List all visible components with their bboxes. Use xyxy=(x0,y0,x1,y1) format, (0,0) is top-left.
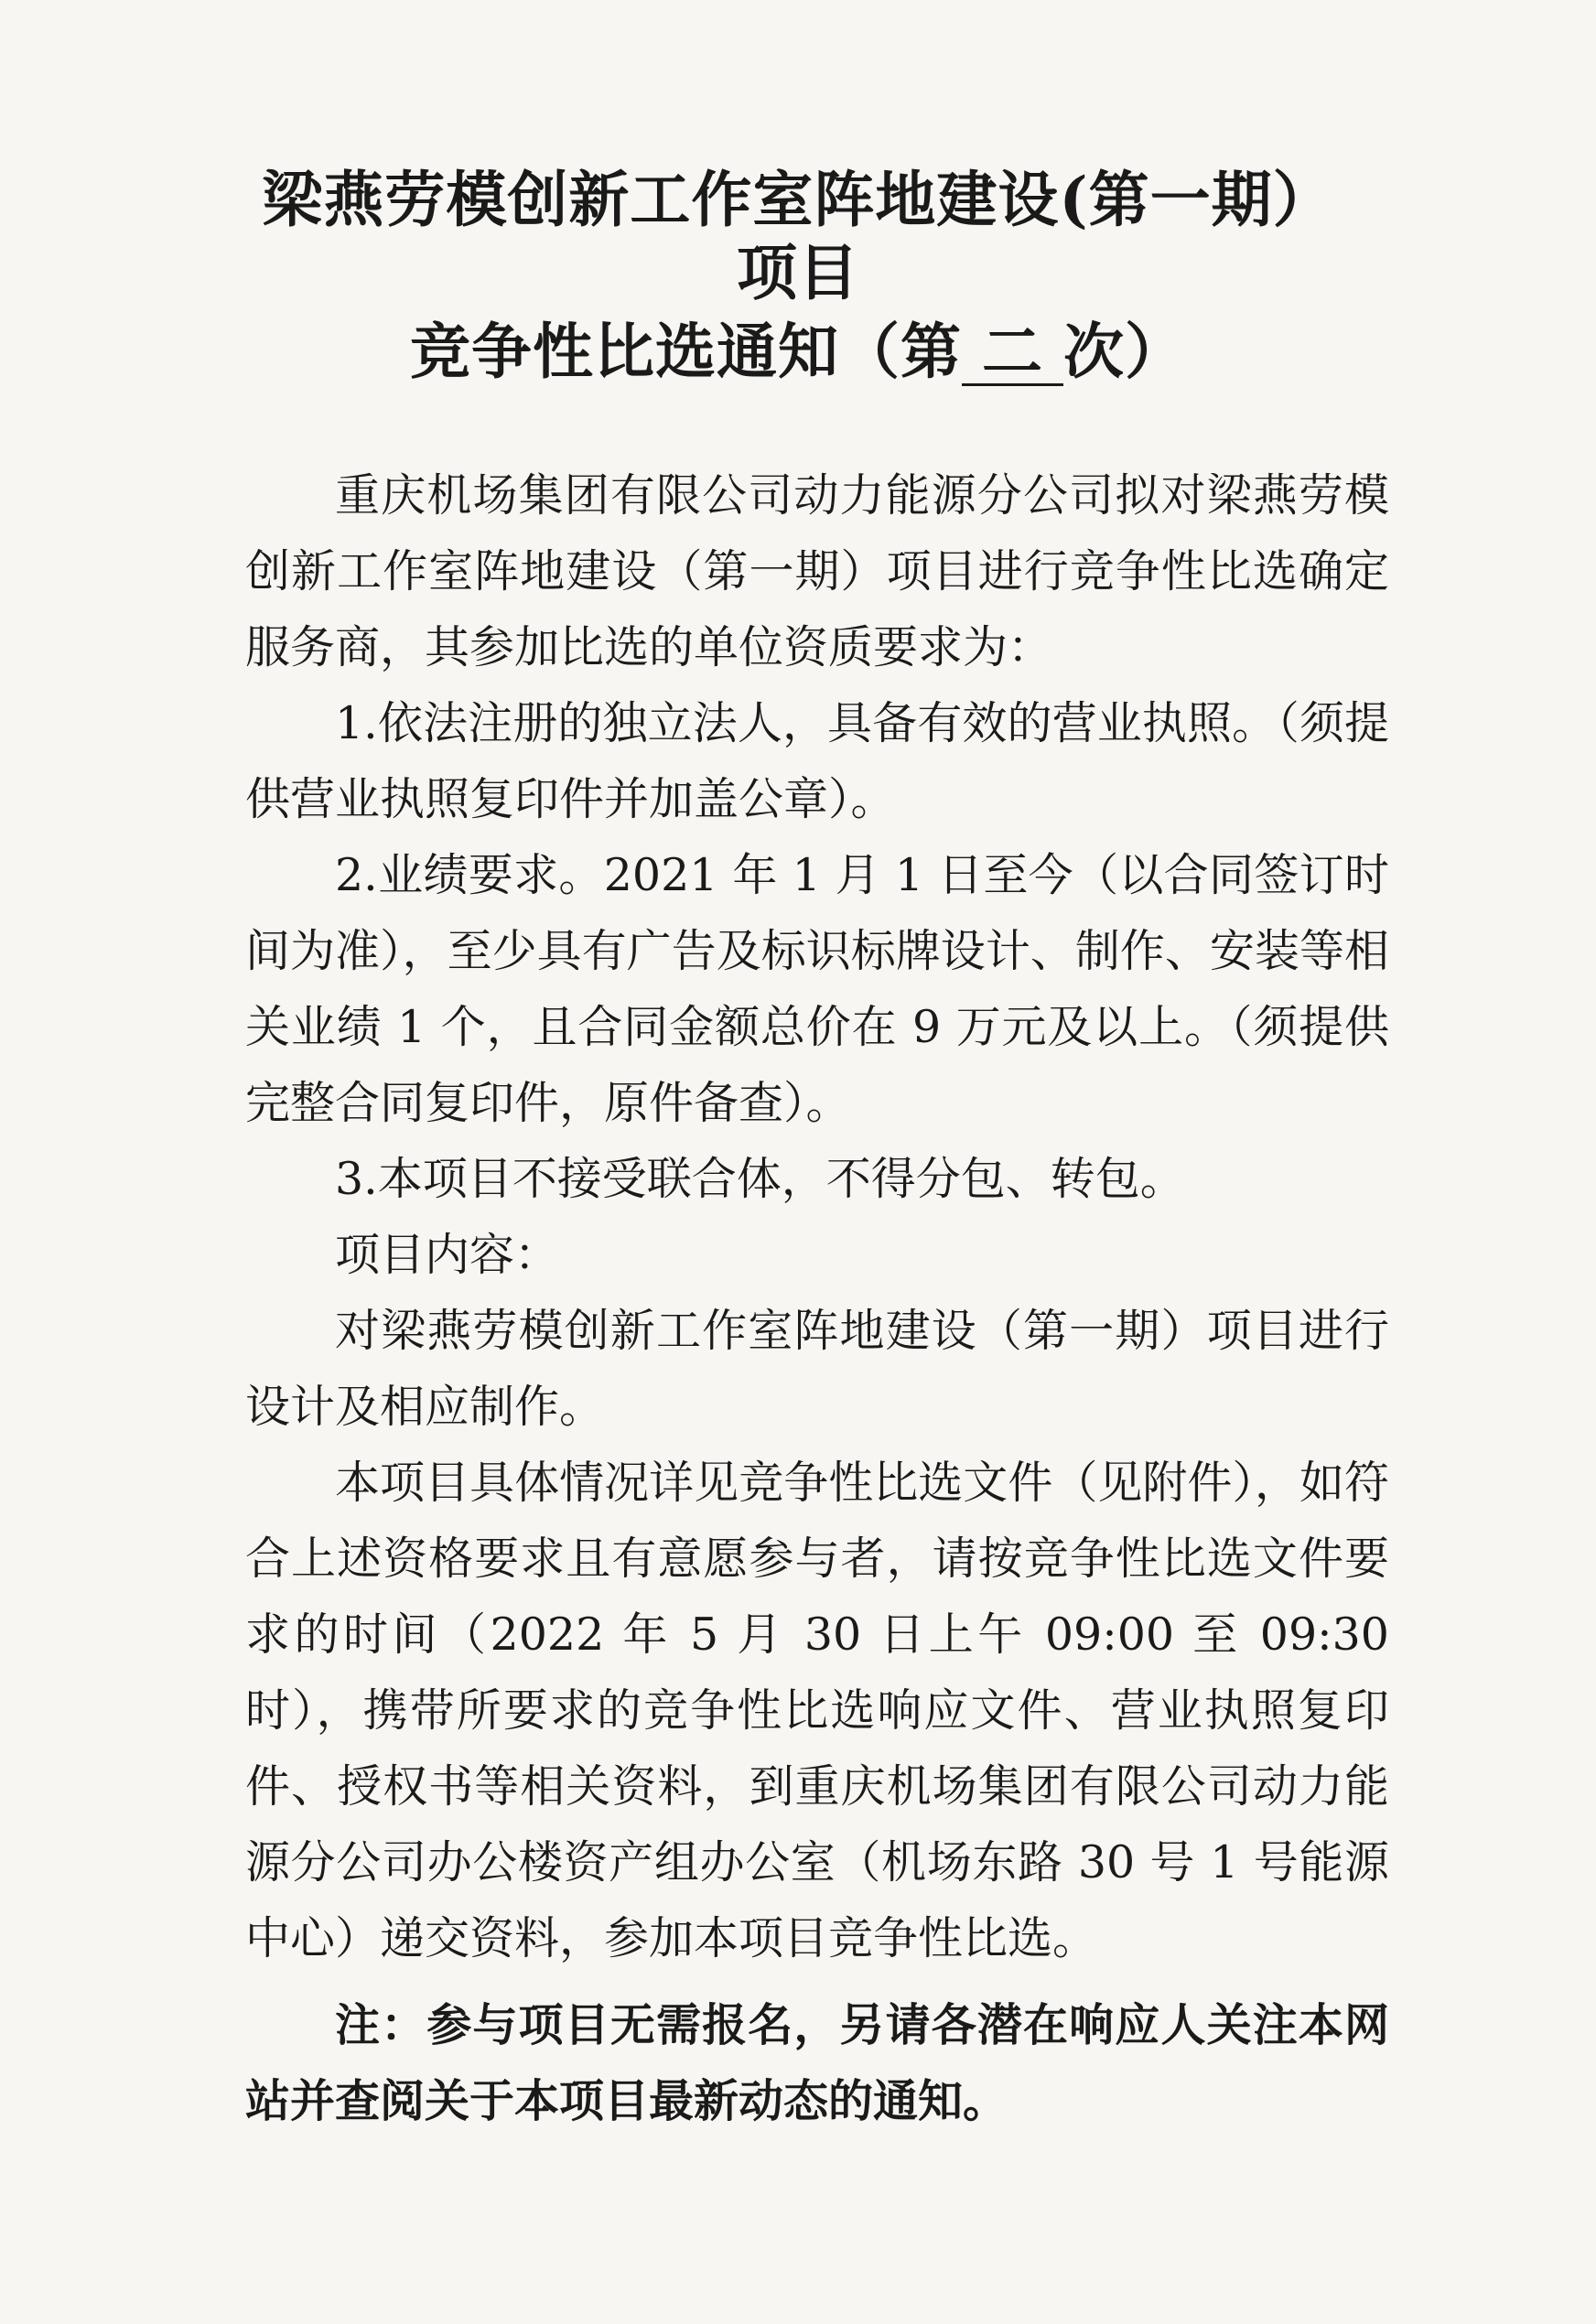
project-content-text: 对梁燕劳模创新工作室阵地建设（第一期）项目进行设计及相应制作。 xyxy=(245,1305,1389,1433)
details-paragraph: 本项目具体情况详见竞争性比选文件（见附件），如符合上述资格要求且有意愿参与者，请按竞争性比选文件要求的时间（2022 年 5 月 30 日上午 09:00 至 09:30 时），携带所要求的竞争性比选响应文件、营业执照复印件、授权书等相关资料，到重庆机场集团有限公司动力能源分公司办公楼资产组办公室（机场东路 30 号 1 号能源中心）递交资料，参加本项目竞争性比选。 xyxy=(245,1457,1389,1964)
document-body xyxy=(245,457,1389,2139)
title-line-3 xyxy=(0,315,1596,388)
title-line-3-suffix: 次） xyxy=(1063,316,1186,387)
requirement-3: 3.本项目不接受联合体，不得分包、转包。 xyxy=(335,1153,1185,1205)
note-paragraph: 注：参与项目无需报名，另请各潜在响应人关注本网站并查阅关于本项目最新动态的通知。 xyxy=(245,1998,1389,2127)
title-line-2: 项目 xyxy=(737,237,859,308)
title-line-3-prefix: 竞争性比选通知（第 xyxy=(410,316,962,387)
intro-paragraph: 重庆机场集团有限公司动力能源分公司拟对梁燕劳模创新工作室阵地建设（第一期）项目进行竞争性比选确定服务商，其参加比选的单位资质要求为： xyxy=(245,469,1389,673)
title-line-1: 梁燕劳模创新工作室阵地建设(第一期） xyxy=(262,164,1334,235)
title-round-number: 二 xyxy=(962,319,1063,386)
requirement-2: 2.业绩要求。2021 年 1 月 1 日至今（以合同签订时间为准），至少具有广告及标识标牌设计、制作、安装等相关业绩 1 个，且合同金额总价在 9 万元及以上。（须提供完整合同复印件，原件备查）。 xyxy=(245,849,1389,1129)
requirement-1: 1.依法注册的独立法人，具备有效的营业执照。（须提供营业执照复印件并加盖公章）。 xyxy=(245,697,1389,825)
project-content-heading: 项目内容： xyxy=(335,1229,560,1281)
